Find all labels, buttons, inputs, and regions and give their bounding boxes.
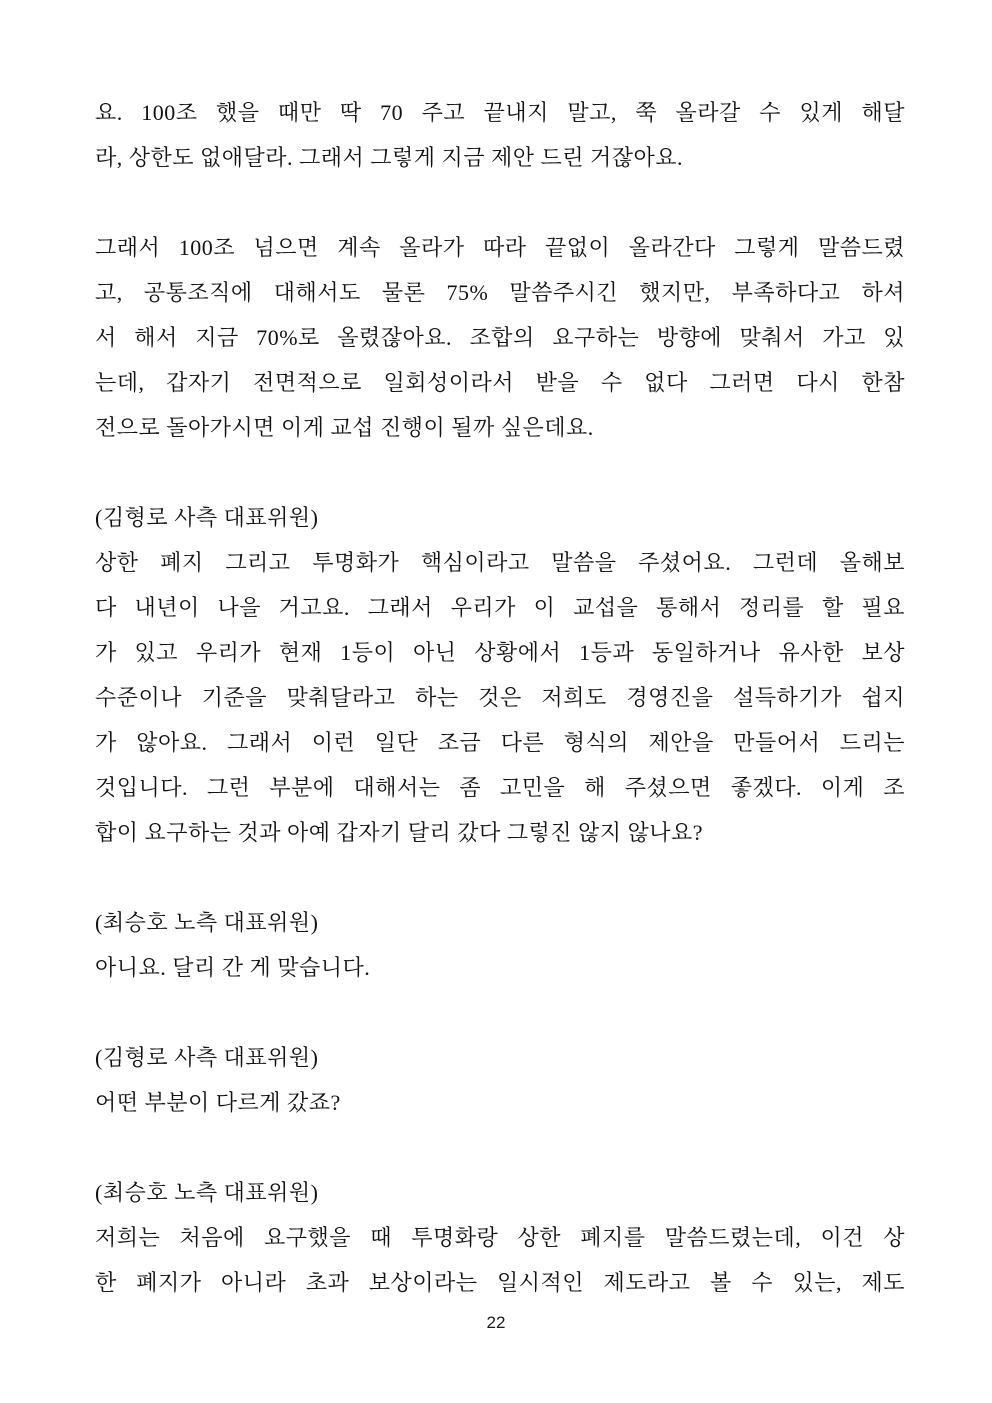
page-number: 22 [486, 1313, 506, 1332]
text-line: 수준이나 기준을 맞춰달라고 하는 것은 저희도 경영진을 설득하기가 쉽지 [95, 685, 905, 710]
speaker-line: (김형로 사측 대표위원) [95, 505, 319, 530]
transcript-body [95, 90, 905, 1305]
speaker-line: (김형로 사측 대표위원) [95, 1045, 319, 1070]
text-line: 전으로 돌아가시면 이게 교섭 진행이 될까 싶은데요. [95, 415, 594, 440]
text-line: 요. 100조 했을 때만 딱 70 주고 끝내지 말고, 쭉 올라갈 수 있게 해달 [95, 100, 905, 125]
text-line: 아니요. 달리 간 게 맞습니다. [95, 955, 371, 980]
text-line: 라, 상한도 없애달라. 그래서 그렇게 지금 제안 드린 거잖아요. [95, 145, 684, 170]
speaker-line: (최승호 노측 대표위원) [95, 910, 319, 935]
text-line: 는데, 갑자기 전면적으로 일회성이라서 받을 수 없다 그러면 다시 한참 [95, 370, 905, 395]
text-line: 합이 요구하는 것과 아예 갑자기 달리 갔다 그렇진 않지 않나요? [95, 820, 704, 845]
text-line: 것입니다. 그런 부분에 대해서는 좀 고민을 해 주셨으면 좋겠다. 이게 조 [95, 775, 905, 800]
text-line: 저희는 처음에 요구했을 때 투명화랑 상한 폐지를 말씀드렸는데, 이건 상 [95, 1225, 905, 1250]
text-line: 어떤 부분이 다르게 갔죠? [95, 1090, 341, 1115]
text-line: 가 않아요. 그래서 이런 일단 조금 다른 형식의 제안을 만들어서 드리는 [95, 730, 905, 755]
text-line: 서 해서 지금 70%로 올렸잖아요. 조합의 요구하는 방향에 맞춰서 가고 있 [95, 325, 905, 350]
text-line: 고, 공통조직에 대해서도 물론 75% 말씀주시긴 했지만, 부족하다고 하셔 [95, 280, 905, 305]
text-line: 상한 폐지 그리고 투명화가 핵심이라고 말씀을 주셨어요. 그런데 올해보 [95, 550, 905, 575]
text-line: 가 있고 우리가 현재 1등이 아닌 상황에서 1등과 동일하거나 유사한 보상 [95, 640, 905, 665]
text-line: 그래서 100조 넘으면 계속 올라가 따라 끝없이 올라간다 그렇게 말씀드렸 [95, 235, 905, 260]
text-line: 한 폐지가 아니라 초과 보상이라는 일시적인 제도라고 볼 수 있는, 제도 [95, 1270, 905, 1295]
speaker-line: (최승호 노측 대표위원) [95, 1180, 319, 1205]
text-line: 다 내년이 나을 거고요. 그래서 우리가 이 교섭을 통해서 정리를 할 필요 [95, 595, 905, 620]
